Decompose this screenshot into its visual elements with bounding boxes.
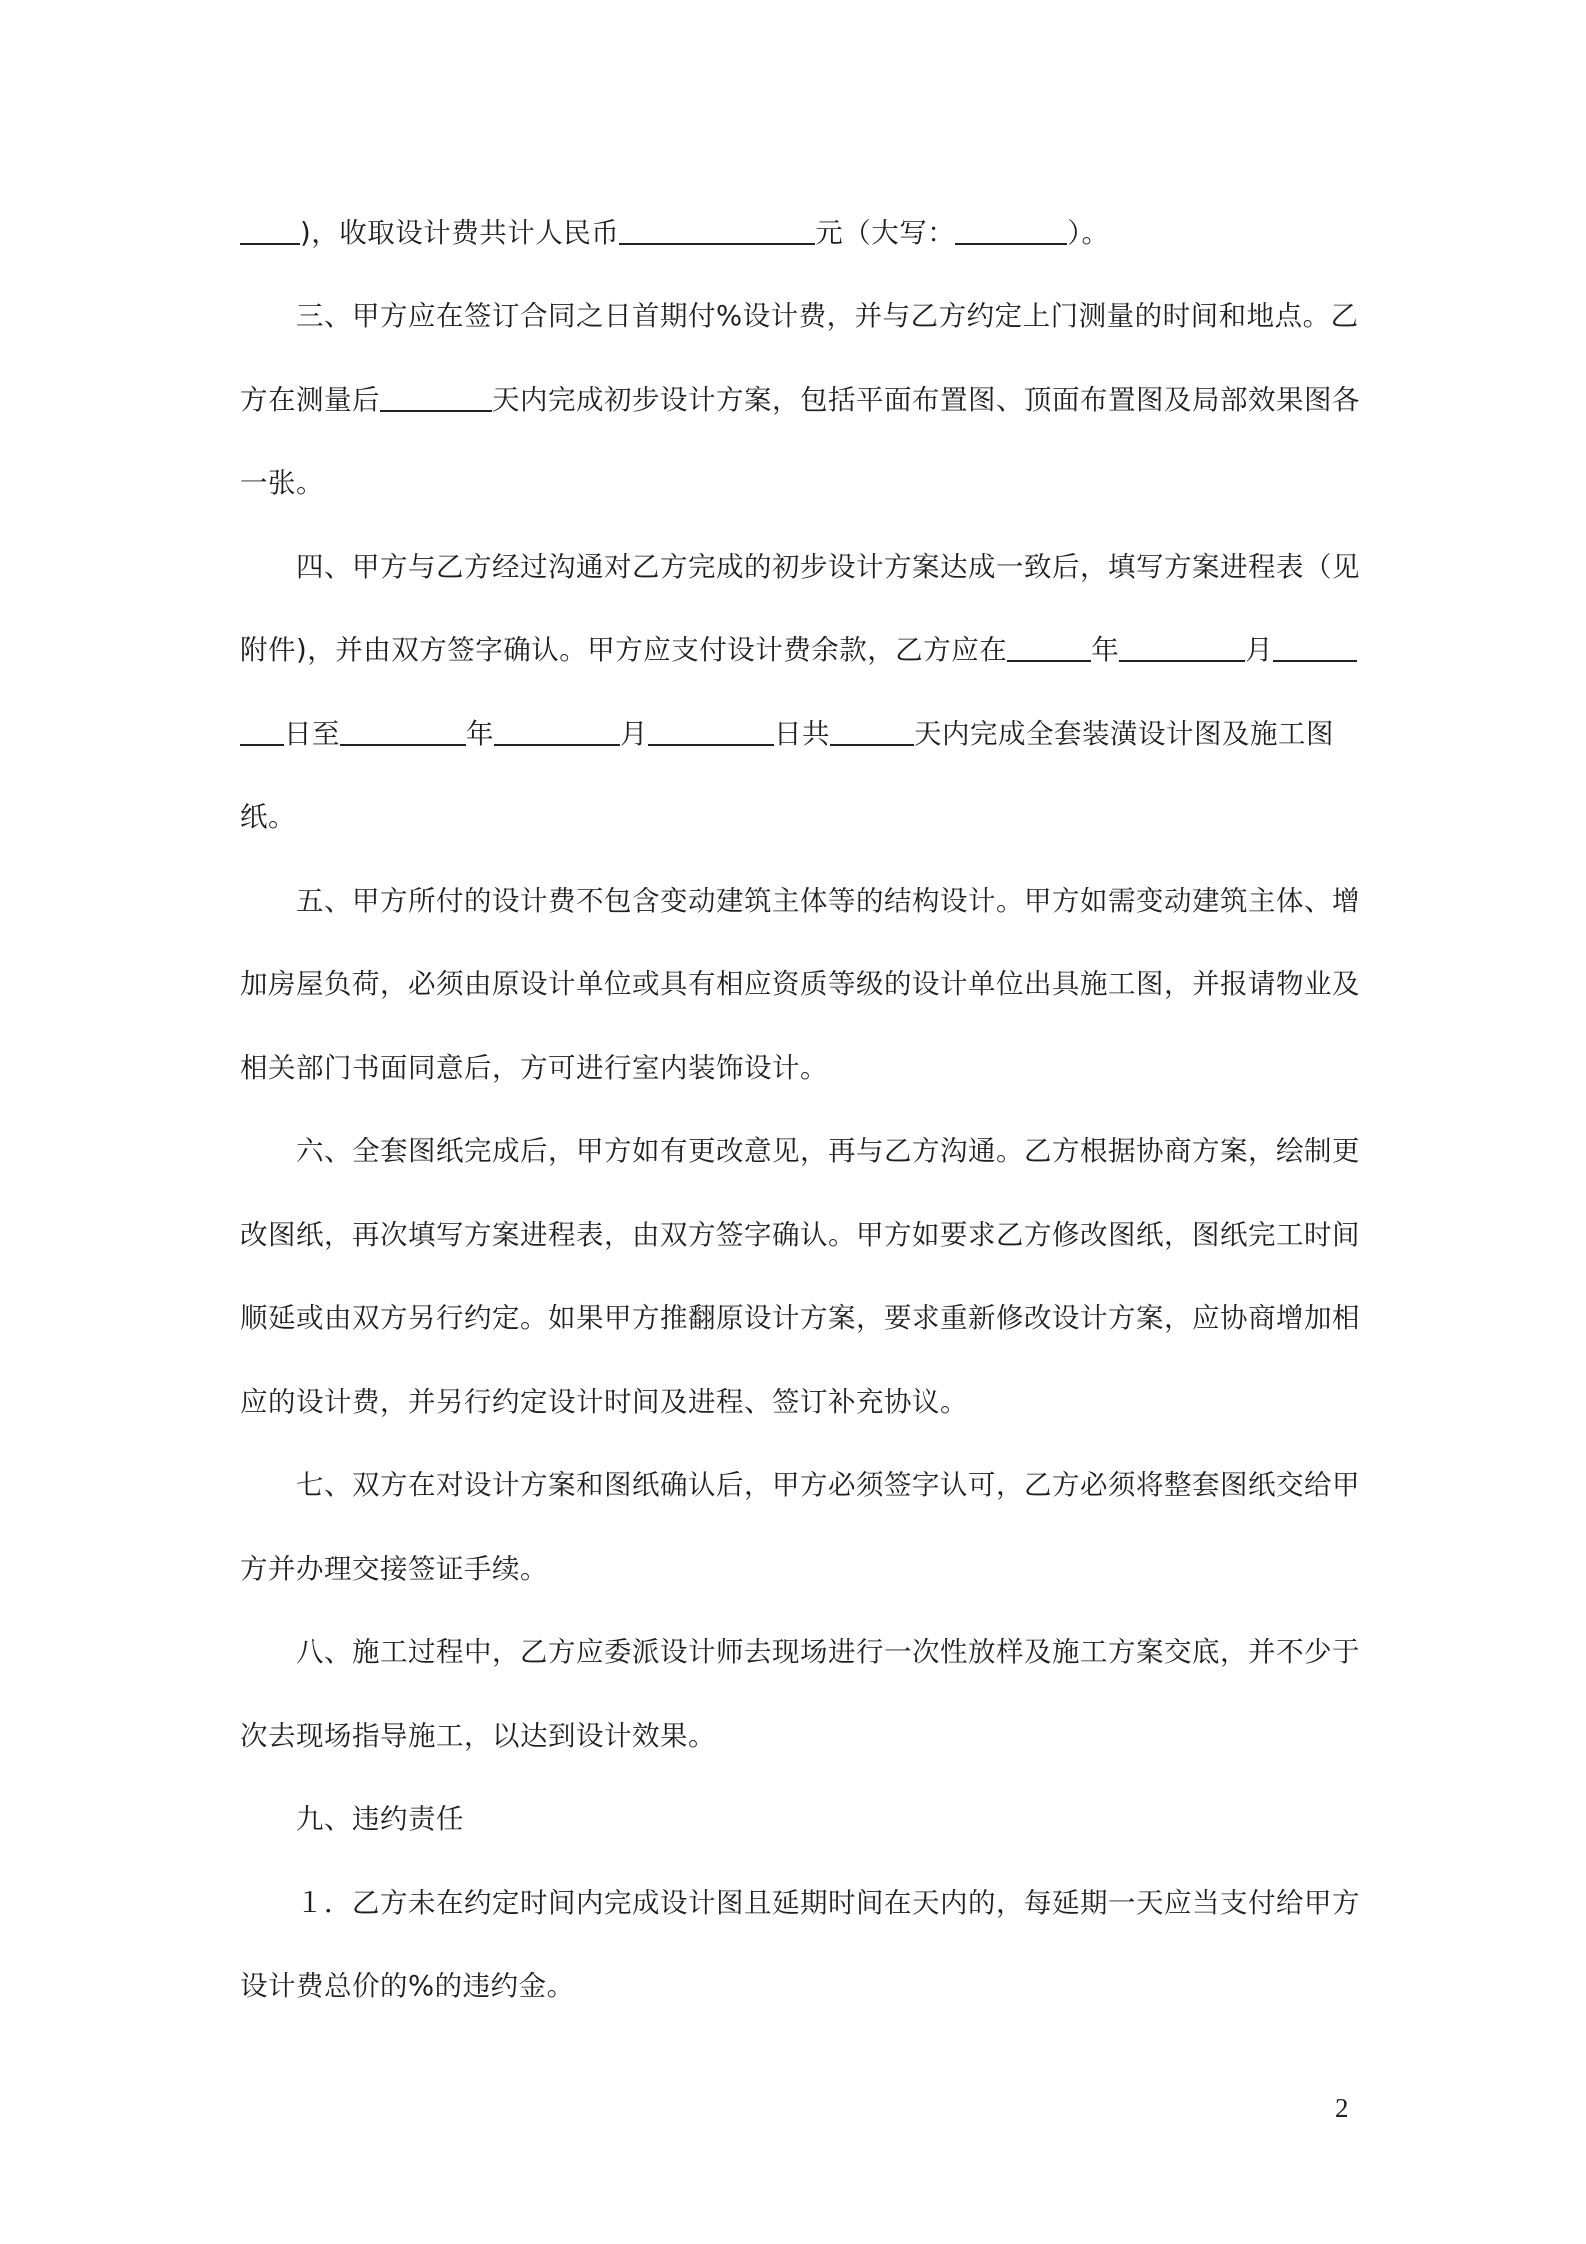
- text-segment: 一张。: [240, 467, 324, 499]
- section-heading: [296, 1799, 464, 1839]
- text-segment: 五、甲方所付的设计费不包含变动建筑主体等的结构设计。甲方如需变动建筑主体、增: [296, 885, 1360, 917]
- text-segment: 三、甲方应在签订合同之日首期付%设计费，并与乙方约定上门测量的时间和地点。乙: [296, 300, 1359, 332]
- blank-field[interactable]: [955, 217, 1067, 245]
- paragraph-line: [240, 797, 296, 837]
- text-segment: 八、施工过程中，乙方应委派设计师去现场进行一次性放样及施工方案交底，并不少于: [296, 1636, 1360, 1668]
- paragraph-line: [240, 714, 1334, 754]
- blank-field[interactable]: [648, 718, 774, 746]
- paragraph-line: [240, 964, 1360, 1004]
- blank-field[interactable]: [380, 384, 492, 412]
- text-segment: 次去现场指导施工，以达到设计效果。: [240, 1720, 716, 1752]
- paragraph-line: [240, 1716, 716, 1756]
- paragraph-line: [240, 463, 324, 503]
- text-segment: 改图纸，再次填写方案进程表，由双方签字确认。甲方如要求乙方修改图纸，图纸完工时间: [240, 1219, 1360, 1251]
- paragraph-line: [240, 1215, 1360, 1255]
- paragraph-line: [296, 1883, 1360, 1923]
- text-segment: 七、双方在对设计方案和图纸确认后，甲方必须签字认可，乙方必须将整套图纸交给甲: [296, 1469, 1360, 1501]
- paragraph-line: [240, 213, 1109, 253]
- blank-field[interactable]: [240, 718, 284, 746]
- page-number: 2: [1335, 2093, 1349, 2123]
- text-segment: 年: [466, 718, 494, 750]
- text-segment: 九、违约责任: [296, 1803, 464, 1835]
- blank-field[interactable]: [830, 718, 914, 746]
- blank-field[interactable]: [619, 217, 815, 245]
- text-segment: 相关部门书面同意后，方可进行室内装饰设计。: [240, 1052, 828, 1084]
- paragraph-line: [296, 296, 1359, 336]
- text-segment: 元（大写：: [815, 217, 956, 249]
- blank-field[interactable]: [1273, 634, 1357, 662]
- text-segment: 四、甲方与乙方经过沟通对乙方完成的初步设计方案达成一致后，填写方案进程表（见: [296, 551, 1360, 583]
- text-segment: １．乙方未在约定时间内完成设计图且延期时间在天内的，每延期一天应当支付给甲方: [296, 1887, 1360, 1919]
- text-segment: 应的设计费，并另行约定设计时间及进程、签订补充协议。: [240, 1386, 968, 1418]
- text-segment: 月: [1245, 634, 1274, 666]
- paragraph-line: [240, 1298, 1360, 1338]
- text-segment: 天内完成初步设计方案，包括平面布置图、顶面布置图及局部效果图各: [492, 384, 1360, 416]
- text-segment: 附件)，并由双方签字确认。甲方应支付设计费余款，乙方应在: [240, 634, 1008, 666]
- text-segment: 天内完成全套装潢设计图及施工图: [914, 718, 1334, 750]
- text-segment: 六、全套图纸完成后，甲方如有更改意见，再与乙方沟通。乙方根据协商方案，绘制更: [296, 1135, 1360, 1167]
- paragraph-line: [296, 1465, 1360, 1505]
- text-segment: )，收取设计费共计人民币: [300, 217, 620, 249]
- text-segment: 日共: [774, 718, 830, 750]
- text-segment: 加房屋负荷，必须由原设计单位或具有相应资质等级的设计单位出具施工图，并报请物业及: [240, 968, 1360, 1000]
- text-segment: 月: [620, 718, 648, 750]
- text-segment: 纸。: [240, 801, 296, 833]
- blank-field[interactable]: [340, 718, 466, 746]
- paragraph-line: [296, 1131, 1360, 1171]
- paragraph-line: [296, 881, 1360, 921]
- blank-field[interactable]: [1119, 634, 1245, 662]
- paragraph-line: [296, 547, 1360, 587]
- paragraph-line: [240, 380, 1360, 420]
- paragraph-line: [240, 1549, 548, 1589]
- text-segment: ）。: [1067, 217, 1110, 249]
- blank-field[interactable]: [1007, 634, 1091, 662]
- paragraph-line: [296, 1632, 1360, 1672]
- text-segment: 方在测量后: [240, 384, 380, 416]
- text-segment: 设计费总价的%的违约金。: [240, 1970, 575, 2002]
- blank-field[interactable]: [494, 718, 620, 746]
- text-segment: 顺延或由双方另行约定。如果甲方推翻原设计方案，要求重新修改设计方案，应协商增加相: [240, 1302, 1360, 1334]
- paragraph-line: [240, 630, 1357, 670]
- text-segment: 年: [1091, 634, 1120, 666]
- paragraph-line: [240, 1966, 575, 2006]
- paragraph-line: [240, 1382, 968, 1422]
- text-segment: 日至: [284, 718, 340, 750]
- paragraph-line: [240, 1048, 828, 1088]
- blank-field[interactable]: [240, 217, 300, 245]
- text-segment: 方并办理交接签证手续。: [240, 1553, 548, 1585]
